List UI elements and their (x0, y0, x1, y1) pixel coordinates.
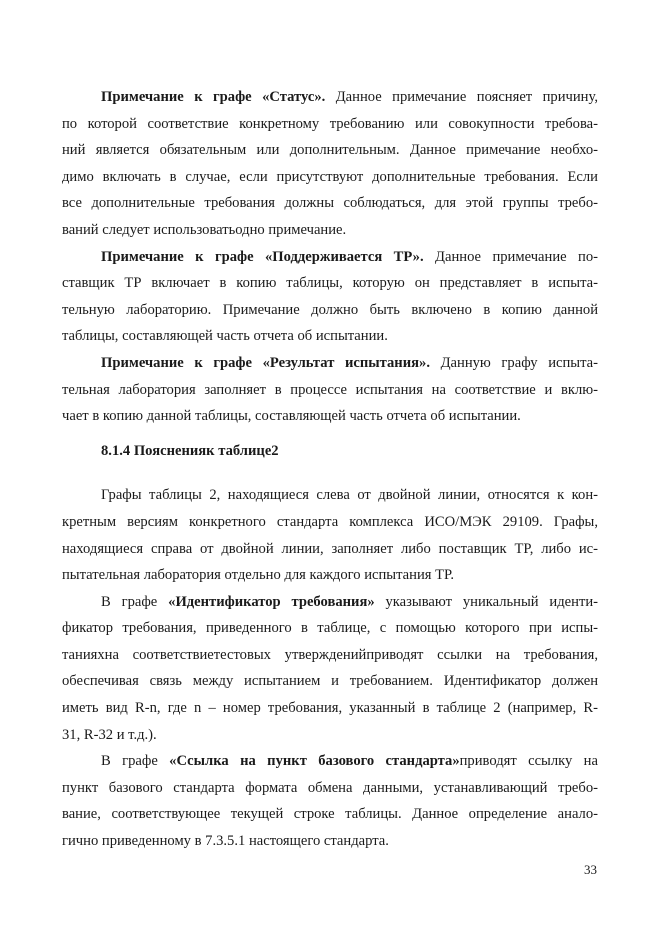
page-number: 33 (584, 862, 597, 877)
paragraph-result-line-1 (62, 350, 598, 377)
result-note-title: Примечание к графе «Результат испытания». (101, 354, 430, 371)
requirement-id-term: «Идентификатор требования» (168, 593, 375, 610)
document-page (62, 84, 598, 855)
paragraph-status-line-4: димо включать в случае, если присутствуют дополнительные требования. Если (62, 168, 598, 185)
paragraph-status-line-2: по которой соответствие конкретному требованию или совокупности требова- (62, 115, 598, 132)
text-span: приводят ссылку на (459, 753, 598, 770)
paragraph-supported-line-1 (62, 244, 598, 271)
paragraph-status-line-1 (62, 84, 598, 111)
body-p2-line-5: иметь вид R-n, где n – номер требования, указанный в таблице 2 (например, R- (62, 700, 598, 717)
body-p2-line-4: обеспечивая связь между испытанием и требованием. Идентификатор должен (62, 673, 598, 690)
body-p2-line-2: фикатор требования, приведенного в таблице, с помощью которого при испы- (62, 620, 598, 637)
paragraph-supported-line-3: тельную лабораторию. Примечание должно быть включено в копию данной (62, 301, 598, 318)
paragraph-status-line-3: ний является обязательным или дополнительным. Данное примечание необхо- (62, 142, 598, 159)
text-span: Данное примечание поясняет причину, (325, 89, 598, 105)
text-span: Данную графу испыта- (429, 354, 598, 371)
base-standard-ref-term: «Ссылка на пункт базового стандарта» (169, 753, 460, 770)
body-p3-line-3: вание, соответствующее текущей строке таблицы. Данное определение анало- (62, 806, 598, 823)
body-p3-line-2: пункт базового стандарта формата обмена данными, устанавливающий требо- (62, 779, 598, 796)
text-span: указывают уникальный иденти- (374, 593, 598, 610)
paragraph-result-line-3: чает в копию данной таблицы, составляющей часть отчета об испытании. (62, 408, 521, 425)
paragraph-result-line-2: тельная лаборатория заполняет в процессе испытания на соответствие и вклю- (62, 381, 598, 398)
text-span: Данное примечание по- (423, 248, 598, 265)
text-span: В графе (101, 753, 170, 770)
text-span: В графе (101, 593, 169, 610)
body-p1-line-1: Графы таблицы 2, находящиеся слева от двойной линии, относятся к кон- (101, 487, 598, 504)
section-heading: 8.1.4 Поясненияк таблице2 (101, 442, 279, 459)
paragraph-status-line-5: все дополнительные требования должны соблюдаться, для этой группы требо- (62, 195, 598, 212)
body-p2-line-6: 31, R-32 и т.д.). (62, 726, 157, 743)
body-p1-line-4: пытательная лаборатория отдельно для каждого испытания ТР. (62, 567, 454, 584)
body-p1-line-2: кретным версиям конкретного стандарта комплекса ИСО/МЭК 29109. Графы, (62, 513, 598, 530)
paragraph-supported-line-4: таблицы, составляющей часть отчета об испытании. (62, 328, 388, 345)
body-p1-line-3: находящиеся справа от двойной линии, заполняет либо поставщик ТР, либо ис- (62, 540, 598, 557)
paragraph-status-line-6: ваний следует использоватьодно примечание. (62, 221, 347, 238)
body-p3-line-1 (62, 748, 598, 775)
paragraph-supported-line-2: ставщик ТР включает в копию таблицы, которую он представляет в испыта- (62, 275, 598, 292)
status-note-title: Примечание к графе «Статус». (101, 89, 326, 105)
supported-note-title: Примечание к графе «Поддерживается ТР». (101, 248, 424, 265)
body-p3-line-4: гично приведенному в 7.3.5.1 настоящего стандарта. (62, 833, 389, 850)
body-p2-line-1 (62, 589, 598, 616)
body-p2-line-3: танияхна соответствиетестовых утвержденийприводят ссылки на требования, (62, 646, 598, 663)
